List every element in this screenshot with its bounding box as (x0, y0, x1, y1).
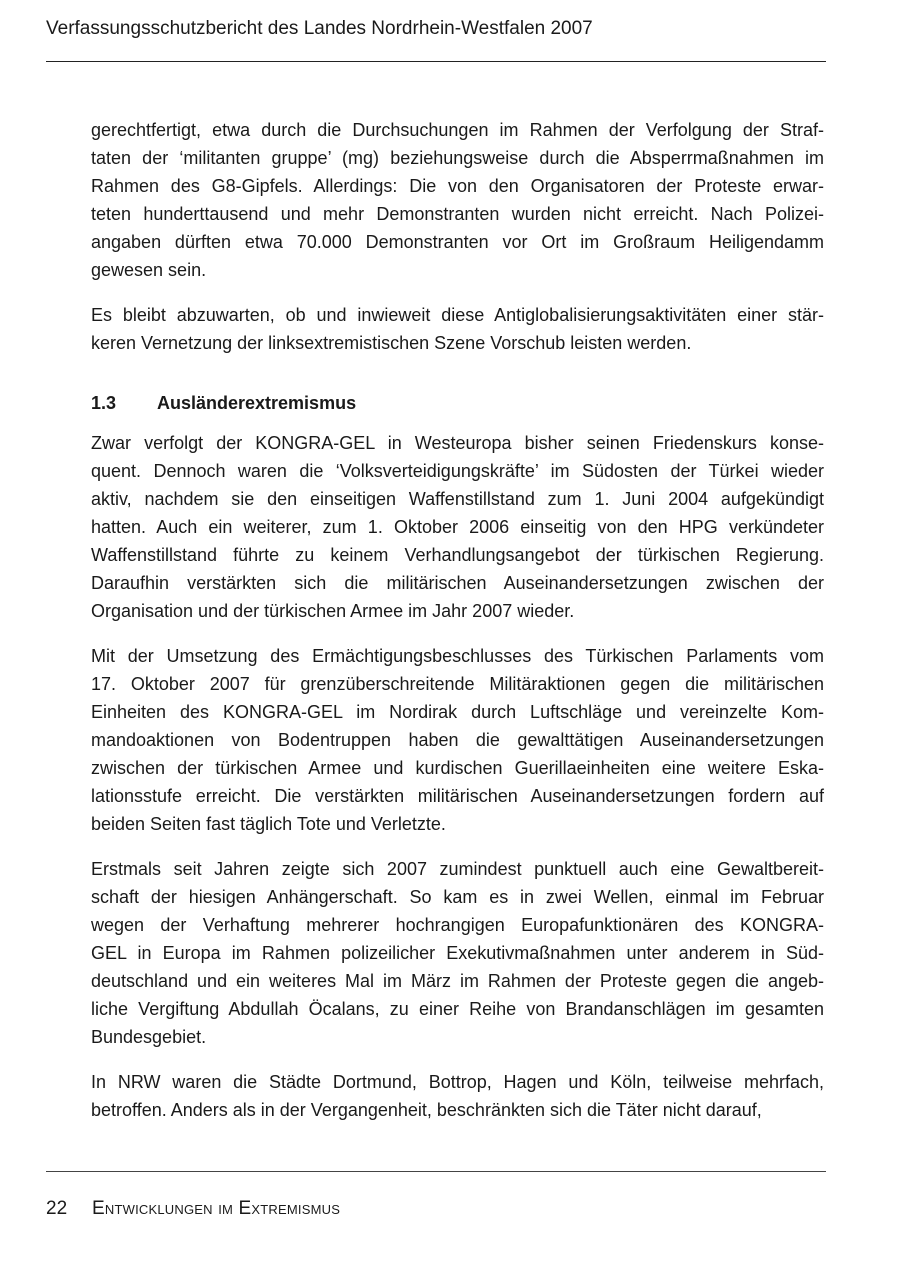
text-line: hatten. Auch ein weiterer, zum 1. Oktober 2006 einseitig von den HPG verkündeter (91, 517, 824, 537)
text-line: Rahmen des G8-Gipfels. Allerdings: Die von den Organisatoren der Proteste erwar- (91, 176, 824, 196)
text-line: Daraufhin verstärkten sich die militärischen Auseinandersetzungen zwischen der (91, 573, 824, 593)
section-heading (91, 389, 824, 417)
section-number: 1.3 (91, 393, 117, 413)
paragraph (91, 642, 824, 838)
text-line: Zwar verfolgt der KONGRA-GEL in Westeuropa bisher seinen Friedenskurs konse- (91, 433, 824, 453)
footer-divider (46, 1171, 826, 1172)
text-line: angaben dürften etwa 70.000 Demonstranten vor Ort im Großraum Heiligendamm (91, 232, 824, 252)
text-line: In NRW waren die Städte Dortmund, Bottrop, Hagen und Köln, teilweise mehrfach, (91, 1072, 824, 1092)
text-line: GEL in Europa im Rahmen polizeilicher Exekutivmaßnahmen unter anderem in Süd- (91, 943, 824, 963)
paragraph (91, 301, 824, 357)
text-line: Einheiten des KONGRA-GEL im Nordirak durch Luftschläge und vereinzelte Kom- (91, 702, 824, 722)
paragraphs-before-section (91, 116, 824, 357)
text-line: schaft der hiesigen Anhängerschaft. So kam es in zwei Wellen, einmal im Februar (91, 887, 824, 907)
paragraph (91, 1068, 824, 1124)
text-line: Organisation und der türkischen Armee im Jahr 2007 wieder. (91, 601, 575, 621)
text-line: wegen der Verhaftung mehrerer hochrangigen Europafunktionären des KONGRA- (91, 915, 824, 935)
text-line: lationsstufe erreicht. Die verstärkten militärischen Auseinandersetzungen fordern auf (91, 786, 824, 806)
page-body (91, 116, 824, 1141)
text-line: 17. Oktober 2007 für grenzüberschreitende Militäraktionen gegen die militärischen (91, 674, 824, 694)
paragraph (91, 855, 824, 1051)
text-line: Waffenstillstand führte zu keinem Verhandlungsangebot der türkischen Regierung. (91, 545, 824, 565)
paragraph (91, 429, 824, 625)
chapter-title: Entwicklungen im Extremismus (92, 1198, 341, 1219)
text-line: deutschland und ein weiteres Mal im März im Rahmen der Proteste gegen die angeb- (91, 971, 824, 991)
text-line: aktiv, nachdem sie den einseitigen Waffenstillstand zum 1. Juni 2004 aufgekündigt (91, 489, 824, 509)
running-header-title: Verfassungsschutzbericht des Landes Nordrhein-Westfalen 2007 (46, 18, 593, 39)
page-footer (46, 1197, 340, 1221)
text-line: quent. Dennoch waren die ‘Volksverteidigungskräfte’ im Südosten der Türkei wieder (91, 461, 824, 481)
text-line: taten der ‘militanten gruppe’ (mg) beziehungsweise durch die Absperrmaßnahmen im (91, 148, 824, 168)
text-line: zwischen der türkischen Armee und kurdischen Guerillaeinheiten eine weitere Eska- (91, 758, 824, 778)
text-line: beiden Seiten fast täglich Tote und Verletzte. (91, 814, 446, 834)
text-line: keren Vernetzung der linksextremistischen Szene Vorschub leisten werden. (91, 333, 692, 353)
text-line: Es bleibt abzuwarten, ob und inwieweit diese Antiglobalisierungsaktivitäten einer stär- (91, 305, 824, 325)
paragraph (91, 116, 824, 284)
page-number: 22 (46, 1198, 68, 1219)
text-line: gewesen sein. (91, 260, 207, 280)
text-line: teten hunderttausend und mehr Demonstranten wurden nicht erreicht. Nach Polizei- (91, 204, 824, 224)
section-title: Ausländerextremismus (157, 393, 357, 413)
text-line: mandoaktionen von Bodentruppen haben die gewalttätigen Auseinandersetzungen (91, 730, 824, 750)
paragraphs-after-section (91, 429, 824, 1124)
text-line: Erstmals seit Jahren zeigte sich 2007 zumindest punktuell auch eine Gewaltbereit- (91, 859, 824, 879)
text-line: Bundesgebiet. (91, 1027, 207, 1047)
header-divider (46, 61, 826, 62)
text-line: liche Vergiftung Abdullah Öcalans, zu einer Reihe von Brandanschlägen im gesamten (91, 999, 824, 1019)
text-line: gerechtfertigt, etwa durch die Durchsuchungen im Rahmen der Verfolgung der Straf- (91, 120, 824, 140)
text-line: betroffen. Anders als in der Vergangenheit, beschränkten sich die Täter nicht darauf, (91, 1100, 762, 1120)
text-line: Mit der Umsetzung des Ermächtigungsbeschlusses des Türkischen Parlaments vom (91, 646, 824, 666)
